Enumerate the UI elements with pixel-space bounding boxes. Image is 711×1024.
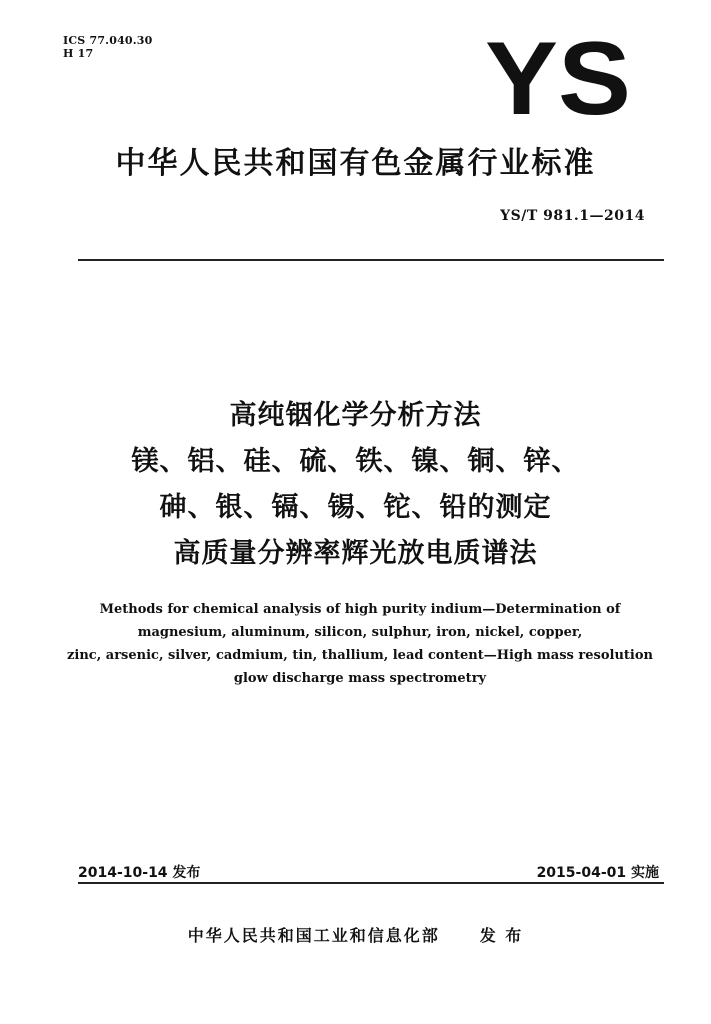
chinese-title-line-4: 高质量分辨率辉光放电质谱法 [173,538,538,569]
issuer-name: 中华人民共和国工业和信息化部 [187,926,440,945]
issue-word: 发 布 [479,926,524,945]
english-title-line-2: magnesium, aluminum, silicon, sulphur, iron, nickel, copper, [137,625,583,640]
english-title [60,598,660,690]
english-title-line-3: zinc, arsenic, silver, cadmium, tin, thallium, lead content—High mass resolution [67,648,653,663]
standard-category-title: 中华人民共和国有色金属行业标准 [115,146,596,181]
header-divider [78,259,664,261]
english-title-line-4: glow discharge mass spectrometry [233,671,487,686]
footer-divider [78,882,664,884]
chinese-title [0,393,711,577]
english-title-line-1: Methods for chemical analysis of high purity indium—Determination of [99,602,621,617]
implementation-date: 2015-04-01 实施 [536,865,659,881]
classification-codes [63,34,153,60]
chinese-title-line-2: 镁、铝、硅、硫、铁、镍、铜、锌、 [131,446,580,477]
standard-number: YS/T 981.1—2014 [500,208,645,224]
classification-code: H 17 [63,47,94,60]
chinese-title-line-3: 砷、银、镉、锡、铊、铅的测定 [159,492,552,523]
issuing-authority [0,923,711,946]
ics-code: ICS 77.040.30 [63,34,153,47]
svg-text:YS: YS [485,36,631,120]
ys-logo [483,36,633,120]
chinese-title-line-1: 高纯铟化学分析方法 [229,400,482,431]
issue-date: 2014-10-14 发布 [78,865,201,881]
